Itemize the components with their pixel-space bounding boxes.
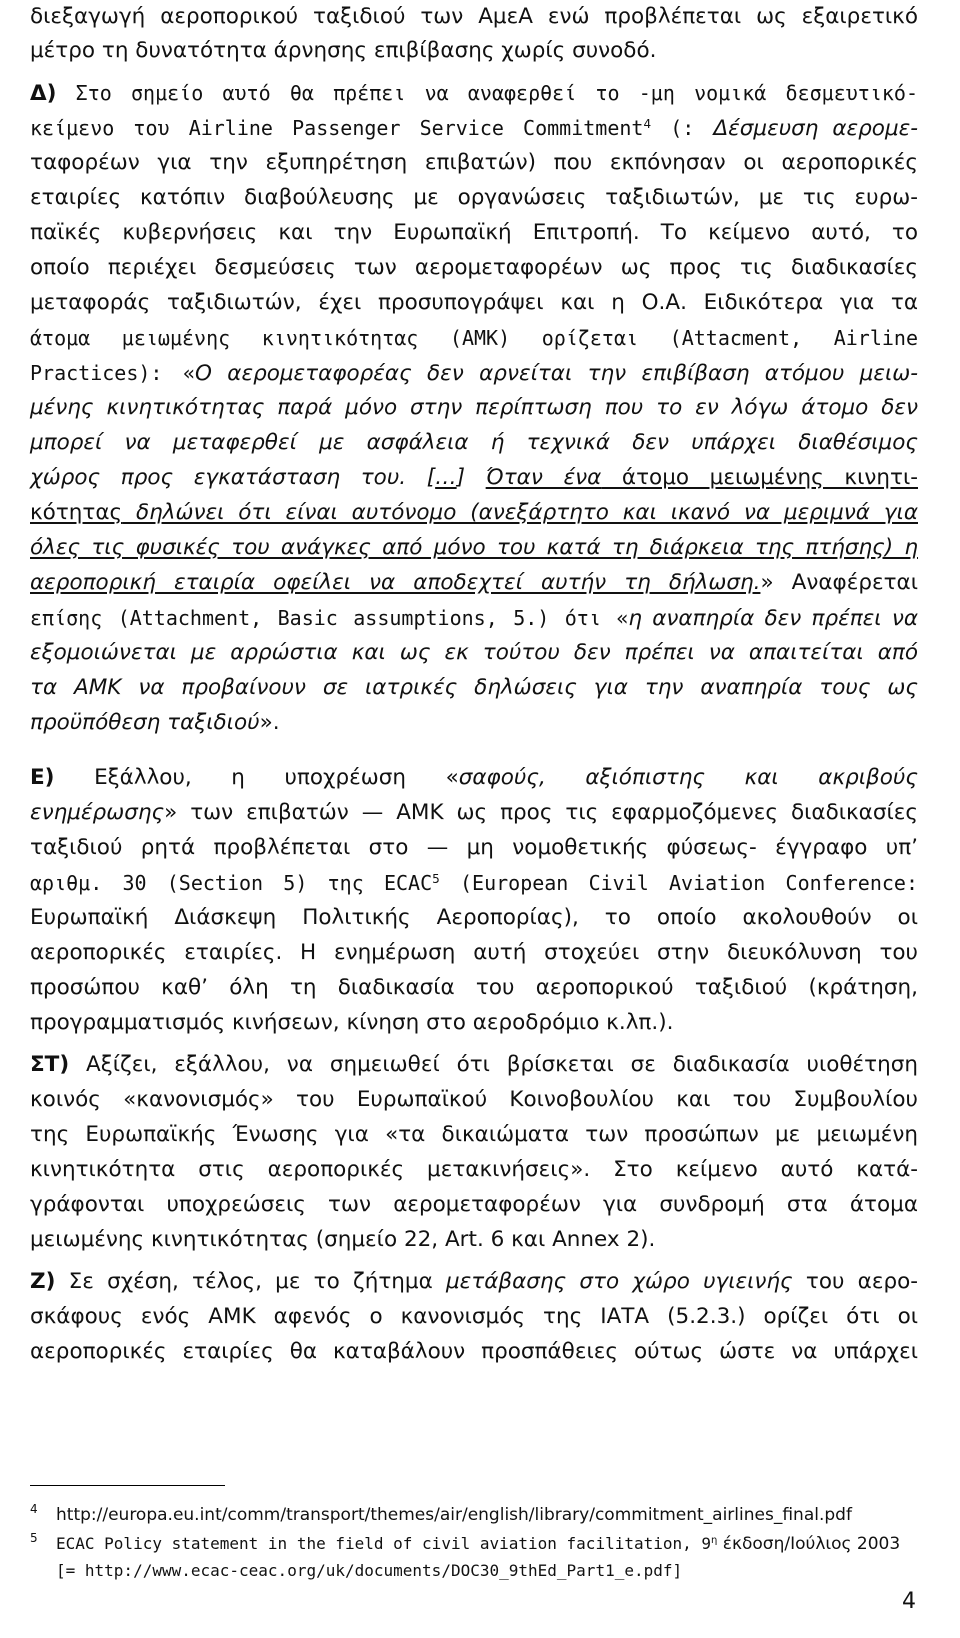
text-line: [30, 1192, 918, 1220]
text-line: [30, 325, 918, 353]
text-line: [30, 675, 918, 703]
footnote-text: [56, 1533, 900, 1555]
text-span-underlined: δηλώνει ότι είναι αυτόνομο (ανεξάρτητο και ικανό να μεριμνά για: [122, 500, 918, 525]
text-span: κινητικότητα στις αεροπορικές μετακινήσεις». Στο κείμενο αυτό κατά-: [30, 1157, 918, 1182]
text-span: Σε σχέση, τέλος, με το ζήτημα: [55, 1269, 446, 1294]
text-span-italic: σαφούς, αξιόπιστης και ακριβούς: [458, 765, 918, 790]
text-line: [30, 1087, 918, 1115]
text-span-underlined: άτομο μειωμένης κινητι-: [601, 465, 918, 490]
footnote-text-b: έκδοση/Ιούλιος 2003: [717, 1534, 901, 1554]
text-span-italic: Δέσμευση αερομε-: [713, 116, 919, 141]
text-span: άτομα μειωμένης κινητικότητας (ΑΜΚ) ορίζεται (Attacment, Airline: [30, 326, 918, 350]
text-span-italic: μετάβασης στο χώρο υγιεινής: [445, 1269, 793, 1294]
text-span: μειωμένης κινητικότητας (σημείο 22, Art. 6 και Annex 2).: [30, 1227, 656, 1252]
footnote-superscript: η: [711, 1535, 718, 1546]
text-span: Στο σημείο αυτό θα πρέπει να αναφερθεί το -μη νομικά δεσμευτικό-: [56, 81, 918, 105]
text-line: [30, 1227, 918, 1255]
text-line: [30, 870, 918, 898]
text-span: (:: [651, 116, 714, 140]
text-span: μεταφοράς ταξιδιωτών, έχει προσυπογράψει και η Ο.Α. Ειδικότερα για τα: [30, 290, 918, 315]
text-span: του αερο-: [792, 1269, 919, 1294]
footnote-text-a: ECAC Policy statement in the field of civil aviation facilitation, 9: [56, 1534, 712, 1553]
text-span: (European Civil Aviation Conference:: [439, 871, 918, 895]
text-line: [30, 500, 918, 528]
footnote-number: 5: [30, 1531, 38, 1545]
text-line: [30, 940, 918, 968]
paragraph-st-start: [30, 1052, 918, 1080]
text-span-italic: μπορεί να μεταφερθεί με ασφάλεια ή τεχνικά δεν υπάρχει διαθέσιμος: [30, 430, 918, 455]
text-line: [30, 975, 918, 1003]
text-span: παϊκές κυβερνήσεις και την Ευρωπαϊκή Επιτροπή. Το κείμενο αυτό, το: [30, 220, 918, 245]
text-span: » Αναφέρεται: [760, 570, 919, 595]
text-span: μέτρο τη δυνατότητα άρνησης επιβίβασης χωρίς συνοδό.: [30, 38, 657, 63]
footnote-link[interactable]: [= http://www.ecac-ceac.org/uk/documents/DOC30_9thEd_Part1_e.pdf]: [56, 1561, 683, 1580]
text-span: αεροπορικές εταιρίες. Η ενημέρωση αυτή στοχεύει στην διευκόλυνση του: [30, 940, 918, 965]
footnote-ref: 4: [643, 117, 652, 131]
text-line: [30, 150, 918, 178]
text-span: Εξάλλου, η υποχρέωση «: [54, 765, 459, 790]
text-line: [30, 38, 918, 66]
text-line: [30, 835, 918, 863]
text-line: [30, 430, 918, 458]
text-span-italic: ενημέρωσης: [30, 800, 165, 825]
text-line: [30, 570, 918, 598]
text-line: [30, 4, 918, 32]
text-line: [30, 605, 918, 633]
text-span: επίσης (Attachment, Basic assumptions, 5.) ότι «: [30, 606, 629, 630]
text-span-italic: τα ΑΜΚ να προβαίνουν σε ιατρικές δηλώσεις για την αναπηρία τους ως: [30, 675, 918, 700]
text-span-italic: εξομοιώνεται με αρρώστια και ως εκ τούτου δεν πρέπει να απαιτείται από: [30, 640, 918, 665]
text-span: οποίο περιέχει δεσμεύσεις των αερομεταφορέων ως προς τις διαδικασίες: [30, 255, 918, 280]
footnote-divider: [30, 1485, 225, 1486]
text-span-italic: η αναπηρία δεν πρέπει να: [628, 606, 919, 631]
text-span: ]: [456, 465, 486, 490]
paragraph-d-start: [30, 80, 918, 108]
text-line: [30, 1122, 918, 1150]
section-label: Ζ): [30, 1269, 56, 1294]
text-line: [30, 1157, 918, 1185]
text-span: Practices): «: [30, 361, 196, 385]
text-span: …: [435, 465, 457, 490]
text-line: [30, 800, 918, 828]
text-span: σκάφους ενός ΑΜΚ αφενός ο κανονισμός της ΙΑΤΑ (5.2.3.) ορίζει ότι οι: [30, 1304, 918, 1329]
text-span-underlined: αεροπορική εταιρία οφείλει να αποδεχτεί αυτήν τη δήλωση.: [30, 570, 761, 595]
footnote-ref: 5: [432, 872, 440, 886]
text-span-underlined: κότητας: [30, 500, 123, 525]
section-label: ΣΤ): [30, 1052, 70, 1077]
text-line: [30, 185, 918, 213]
paragraph-z-start: [30, 1269, 918, 1297]
text-span: προγραμματισμός κινήσεων, κίνηση στο αεροδρόμιο κ.λπ.).: [30, 1010, 674, 1035]
text-span-italic: προϋπόθεση ταξιδιού: [30, 710, 260, 735]
footnote-number: 4: [30, 1502, 38, 1516]
text-span: αριθμ. 30 (Section 5) της ECAC: [30, 871, 433, 895]
text-line: [30, 1010, 918, 1038]
text-span-italic: χώρος προς εγκατάσταση του. [: [30, 465, 436, 490]
text-line: [30, 255, 918, 283]
text-span: διεξαγωγή αεροπορικού ταξιδιού των ΑμεΑ ενώ προβλέπεται ως εξαιρετικό: [30, 4, 918, 29]
text-span: ταφορέων για την εξυπηρέτηση επιβατών) που εκπόνησαν οι αεροπορικές: [30, 150, 918, 175]
text-span: κείμενο του Airline Passenger Service Commitment: [30, 116, 644, 140]
text-span: κοινός «κανονισμός» του Ευρωπαϊκού Κοινοβουλίου και του Συμβουλίου: [30, 1087, 918, 1112]
text-span-italic: μένης κινητικότητας παρά μόνο στην περίπτωση που το εν λόγω άτομο δεν: [30, 395, 918, 420]
text-span: ».: [259, 710, 280, 735]
text-span: Ευρωπαϊκή Διάσκεψη Πολιτικής Αεροπορίας), το οποίο ακολουθούν οι: [30, 905, 918, 930]
text-line: [30, 290, 918, 318]
text-line: [30, 1304, 918, 1332]
text-line: [30, 535, 918, 563]
text-span-italic: Ο αερομεταφορέας δεν αρνείται την επιβίβαση ατόμου μειω-: [195, 361, 918, 386]
text-line: [30, 465, 918, 493]
text-span: Αξίζει, εξάλλου, να σημειωθεί ότι βρίσκεται σε διαδικασία υιοθέτηση: [69, 1052, 918, 1077]
text-line: [30, 220, 918, 248]
text-line: [30, 395, 918, 423]
text-line: [30, 905, 918, 933]
text-span-underlined: όλες τις φυσικές του ανάγκες από μόνο του κατά τη διάρκεια της πτήσης) η: [30, 535, 918, 560]
text-line: [30, 115, 918, 143]
text-span: γράφονται υποχρεώσεις των αερομεταφορέων για συνδρομή στα άτομα: [30, 1192, 918, 1217]
section-label: Ε): [30, 765, 55, 790]
footnote-link[interactable]: http://europa.eu.int/comm/transport/themes/air/english/library/commitment_airlines_final.pdf: [56, 1505, 852, 1525]
text-line: [30, 360, 918, 388]
text-span: εταιρίες κατόπιν διαβούλευσης με οργανώσεις ταξιδιωτών, με τις ευρω-: [30, 185, 918, 210]
paragraph-e-start: [30, 765, 918, 793]
text-line: [30, 1339, 918, 1367]
page-number: 4: [902, 1589, 916, 1614]
section-label: Δ): [30, 81, 57, 106]
text-span: » των επιβατών — ΑΜΚ ως προς τις εφαρμοζόμενες διαδικασίες: [164, 800, 918, 825]
text-line: [30, 640, 918, 668]
text-span: αεροπορικές εταιρίες θα καταβάλουν προσπάθειες ούτως ώστε να υπάρχει: [30, 1339, 918, 1364]
text-span: προσώπου καθ’ όλη τη διαδικασία του αεροπορικού ταξιδιού (κράτηση,: [30, 975, 918, 1000]
text-span: της Ευρωπαϊκής Ένωσης για «τα δικαιώματα των προσώπων με μειωμένη: [30, 1122, 918, 1147]
text-span: ταξιδιού ρητά προβλέπεται στο — μη νομοθετικής φύσεως- έγγραφο υπ’: [30, 835, 918, 860]
text-line: [30, 710, 918, 738]
text-span-underlined: Όταν ένα: [485, 465, 602, 490]
